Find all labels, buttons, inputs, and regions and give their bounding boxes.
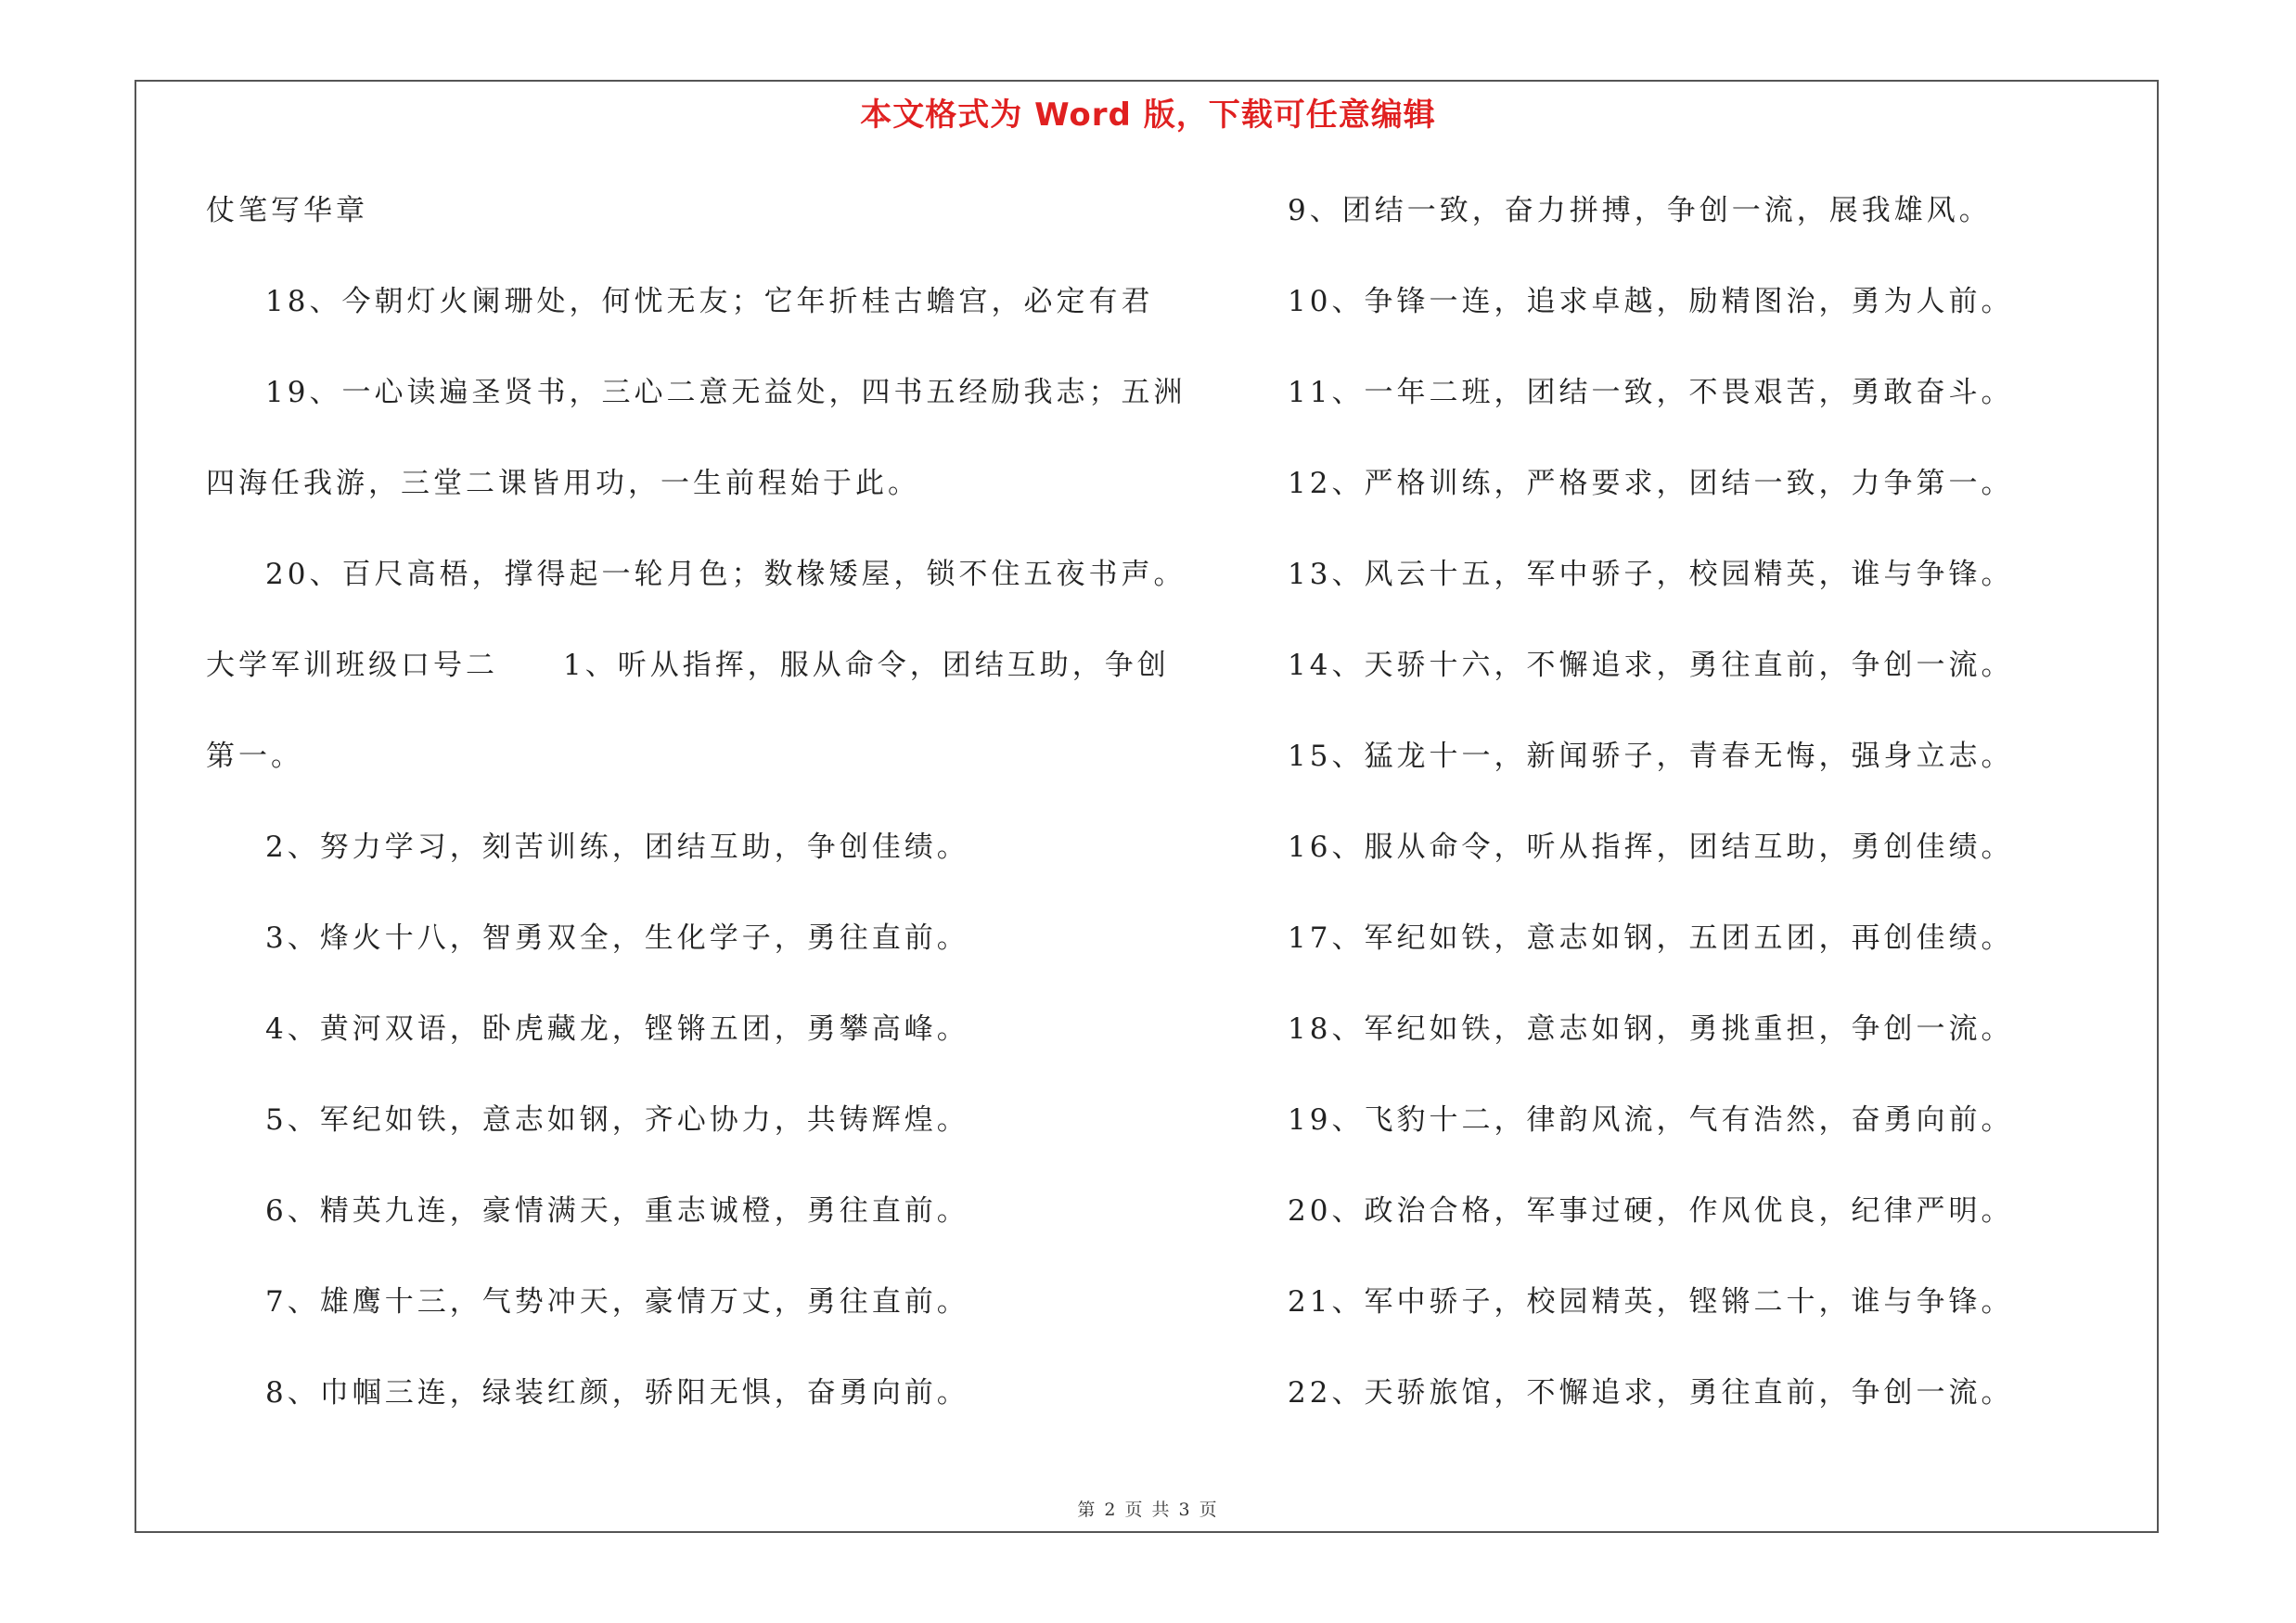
right-line-5: 13、风云十五，军中骄子，校园精英，谁与争锋。 [1288, 558, 2014, 591]
left-line-5: 20、百尺高梧，撑得起一轮月色；数椽矮屋，锁不住五夜书声。 [265, 558, 1186, 591]
right-line-12: 20、政治合格，军事过硬，作风优良，纪律严明。 [1288, 1194, 2014, 1228]
right-line-11: 19、飞豹十二，律韵风流，气有浩然，奋勇向前。 [1288, 1103, 2014, 1137]
left-line-2: 18、今朝灯火阑珊处，何忧无友；它年折桂古蟾宫，必定有君 [265, 285, 1154, 318]
right-line-14: 22、天骄旅馆，不懈追求，勇往直前，争创一流。 [1288, 1376, 2014, 1410]
right-line-10: 18、军纪如铁，意志如钢，勇挑重担，争创一流。 [1288, 1012, 2014, 1046]
left-line-4: 四海任我游，三堂二课皆用功，一生前程始于此。 [206, 467, 920, 500]
left-line-10: 4、黄河双语，卧虎藏龙，铿锵五团，勇攀高峰。 [265, 1012, 969, 1046]
section-heading-line: 大学军训班级口号二 1、听从指挥，服从命令，团结互助，争创 [206, 649, 1170, 682]
right-line-1: 9、团结一致，奋力拼搏，争创一流，展我雄风。 [1288, 194, 1992, 227]
left-line-3: 19、一心读遍圣贤书，三心二意无益处，四书五经励我志；五洲 [265, 376, 1186, 409]
right-line-7: 15、猛龙十一，新闻骄子，青春无悔，强身立志。 [1288, 740, 2014, 773]
left-line-12: 6、精英九连，豪情满天，重志诚橙，勇往直前。 [265, 1194, 969, 1228]
right-line-6: 14、天骄十六，不懈追求，勇往直前，争创一流。 [1288, 649, 2014, 682]
format-banner: 本文格式为 Word 版，下载可任意编辑 [860, 97, 1436, 134]
left-line-8: 2、努力学习，刻苦训练，团结互助，争创佳绩。 [265, 831, 969, 864]
page-number: 第 2 页 共 3 页 [1077, 1500, 1219, 1520]
right-line-8: 16、服从命令，听从指挥，团结互助，勇创佳绩。 [1288, 831, 2014, 864]
right-line-9: 17、军纪如铁，意志如钢，五团五团，再创佳绩。 [1288, 921, 2014, 955]
right-line-4: 12、严格训练，严格要求，团结一致，力争第一。 [1288, 467, 2014, 500]
left-line-14: 8、巾帼三连，绿装红颜，骄阳无惧，奋勇向前。 [265, 1376, 969, 1410]
left-line-7: 第一。 [206, 740, 303, 773]
right-line-3: 11、一年二班，团结一致，不畏艰苦，勇敢奋斗。 [1288, 376, 2014, 409]
right-line-2: 10、争锋一连，追求卓越，励精图治，勇为人前。 [1288, 285, 2014, 318]
left-line-1: 仗笔写华章 [206, 194, 368, 227]
left-line-9: 3、烽火十八，智勇双全，生化学子，勇往直前。 [265, 921, 969, 955]
left-line-13: 7、雄鹰十三，气势冲天，豪情万丈，勇往直前。 [265, 1285, 969, 1319]
right-line-13: 21、军中骄子，校园精英，铿锵二十，谁与争锋。 [1288, 1285, 2014, 1319]
left-line-11: 5、军纪如铁，意志如钢，齐心协力，共铸辉煌。 [265, 1103, 969, 1137]
